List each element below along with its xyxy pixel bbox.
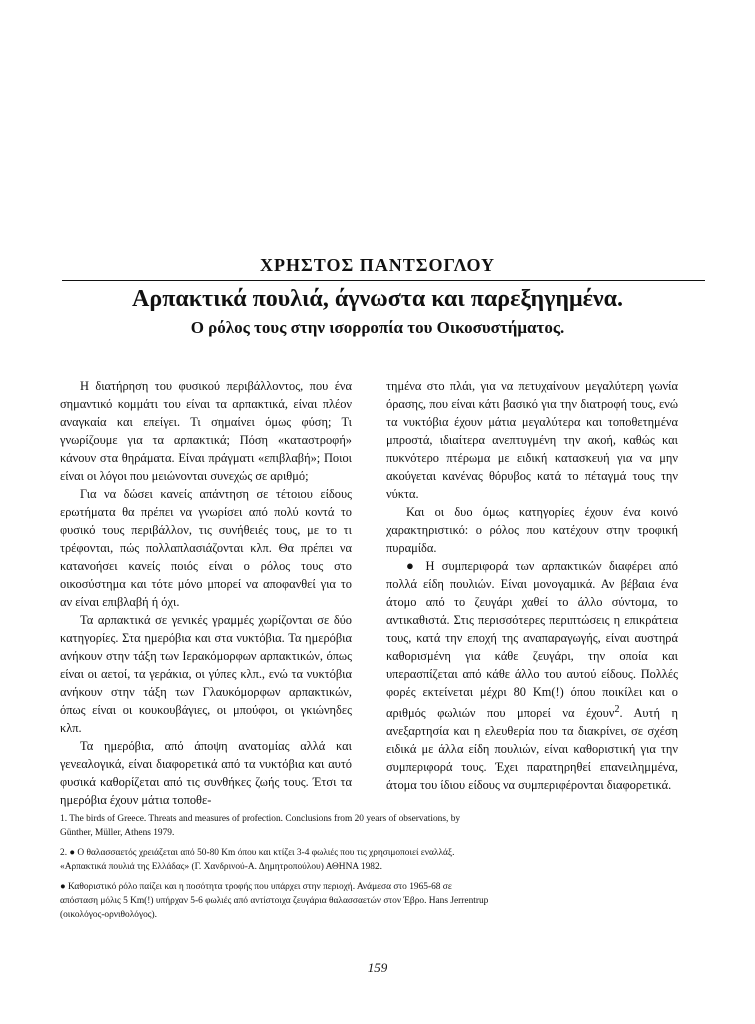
footnote-1: 1. The birds of Greece. Threats and measures of profection. Conclusions from 20 years of observations, by Günther, Müller, Athens 1979.	[60, 814, 461, 838]
paragraph-text: Η συμπεριφορά των αρπακτικών διαφέρει από πολλά είδη πουλιών. Είναι μονογαμικά. Αν βέβαια ένα άτομο από το ζευγάρι χαθεί το άλλο σύντομα, το αντικαθιστά. Στις περισσότερες περιπτώσεις η επικράτεια τους, κατά την εποχή της αναπαραγωγής, είναι αυστηρά καθορισμένη για κάθε ζευγάρι, την οποία και υπερασπίζεται από κάθε άλλο του αυτού είδους. Πολλές φορές εκτείνεται μέχρι 80 Km(!) όπου ποικίλει και ο αριθμός φωλιών που μπορεί να έχουν	[386, 559, 678, 721]
header-rule	[62, 280, 705, 281]
footnote-ref: 2	[614, 704, 620, 715]
footnotes	[60, 812, 490, 928]
article-title: Αρπακτικά πουλιά, άγνωστα και παρεξηγημένα.	[132, 286, 623, 312]
paragraph-behavior	[386, 557, 678, 794]
paragraph: τημένα στο πλάι, για να πετυχαίνουν μεγαλύτερη γωνία όρασης, που είναι κάτι βασικό για την διατροφή τους, ενώ τα νυκτόβια έχουν μάτια μεγαλύτερα και τοποθετημένα μπροστά, ιδιαίτερα ανεπτυγμένη την ακοή, καθώς και πυκνότερο πτέρωμα με ειδική κατασκευή για να μην ακούγεται κανένας θόρυβος κατά το πέταγμά τους την νύκτα.	[386, 379, 678, 501]
paragraph-text: . Αυτή η ανεξαρτησία και η ελευθερία που τα διακρίνει, σε σχέση ειδικά με άλλα είδη πουλιών, είναι καθοριστική για την συμπεριφορά τους. Έχει παρατηρηθεί επανειλημμένα, άτομα του ίδιου είδους να συμπεριφέρονται διαφορετικά.	[386, 706, 678, 793]
footnote-3: ● Καθοριστικό ρόλο παίζει και η ποσότητα τροφής που υπάρχει στην περιοχή. Ανάμεσα στο 1965-68 σε απόσταση μόλις 5 Km(!) υπήρχαν 5-6 φωλιές από αντίστοιχα ζευγάρια θαλασσαετών στον Έβρο. Hans Jerrentrup (οικολόγος-ορνιθολόγος).	[60, 882, 489, 920]
paragraph: Για να δώσει κανείς απάντηση σε τέτοιου είδους ερωτήματα θα πρέπει να γνωρίσει από πολύ κοντά το φυσικό τους περιβάλλον, τις συνήθειές τους, με το τι τρέφονται, πώς πολλαπλασιάζονται κλπ. Θα πρέπει να κατανοήσει κανείς ποιός είναι ο ρόλος τους στο οικοσύστημα και τότε μόνο μπορεί να αποφανθεί για το αν είναι επιβλαβή ή όχι.	[60, 487, 352, 609]
paragraph: Η διατήρηση του φυσικού περιβάλλοντος, που ένα σημαντικό κομμάτι του είναι τα αρπακτικά, είναι πλέον αναγκαία και επείγει. Τι σημαίνει όμως φύση; Τι γνωρίζουμε για τα αρπακτικά; Πόση «καταστροφή» κάνουν στα θηράματα. Είναι πράγματι «επιβλαβή»; Ποιοι είναι οι λόγοι που μειώνονται συνεχώς σε αριθμό;	[60, 379, 352, 483]
left-column	[60, 377, 352, 809]
right-column	[386, 377, 678, 794]
bullet-icon: ●	[406, 558, 419, 573]
footnote-2: 2. ● Ο θαλασσαετός χρειάζεται από 50-80 Km όπου και κτίζει 3-4 φωλιές που τις χρησιμοποιεί εναλλάξ. «Αρπακτικά πουλιά της Ελλάδας» (Γ. Χανδρινού-Α. Δημητροπούλου) ΑΘΗΝΑ 1982.	[60, 848, 455, 872]
paragraph: Τα αρπακτικά σε γενικές γραμμές χωρίζονται σε δύο κατηγορίες. Στα ημερόβια και στα νυκτόβια. Τα ημερόβια ανήκουν στην τάξη των Ιερακόμορφων αρπακτικών, όπως είναι οι αετοί, τα γεράκια, οι γύπες κλπ., ενώ τα νυκτόβια ανήκουν στην τάξη των Γλαυκόμορφων αρπακτικών, όπως είναι οι κουκουβάγιες, οι μπούφοι, οι γκιώνηδες κλπ.	[60, 613, 352, 735]
paragraph: Και οι δυο όμως κατηγορίες έχουν ένα κοινό χαρακτηριστικό: ο ρόλος που κατέχουν στην τροφική πυραμίδα.	[386, 505, 678, 555]
paragraph: Τα ημερόβια, από άποψη ανατομίας αλλά και γενεαλογικά, είναι διαφορετικά από τα νυκτόβια και αυτό φυσικά καθορίζεται από τις συνθήκες ζωής τους. Έτσι τα ημερόβια έχουν μάτια τοποθε-	[60, 739, 352, 807]
author-name: ΧΡΗΣΤΟΣ ΠΑΝΤΣΟΓΛΟΥ	[260, 255, 495, 275]
article-subtitle: Ο ρόλος τους στην ισορροπία του Οικοσυστήματος.	[190, 318, 565, 337]
page-number: 159	[367, 960, 388, 975]
